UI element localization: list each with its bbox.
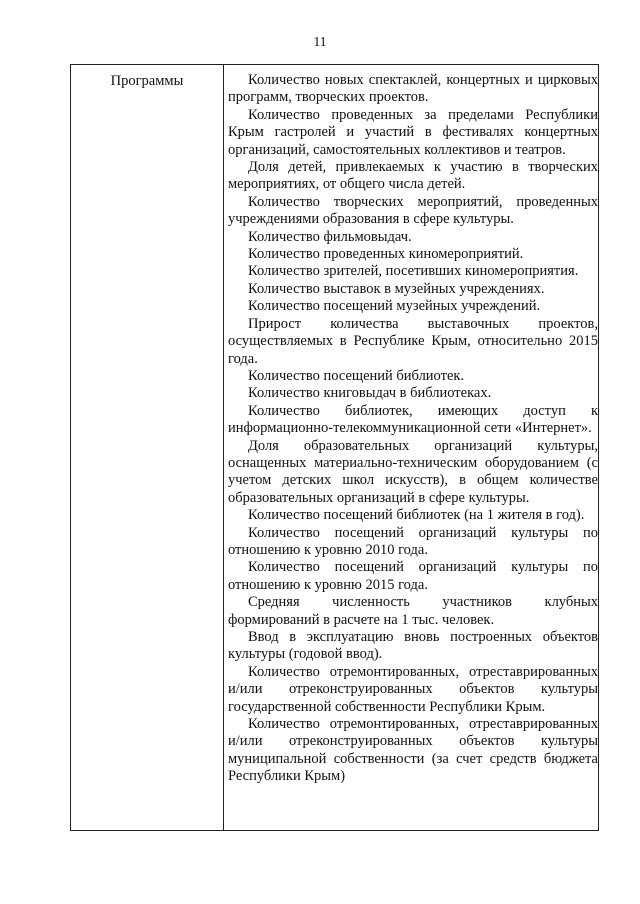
indicator-item: Количество творческих мероприятий, проведенных учреждениями образования в сфере культуры.	[228, 193, 598, 228]
indicator-item: Средняя численность участников клубных формирований в расчете на 1 тыс. человек.	[228, 594, 598, 628]
indicator-item: Количество посещений библиотек.	[248, 367, 465, 384]
indicator-item: Количество книговыдач в библиотеках.	[248, 385, 492, 402]
indicator-item: Количество посещений организаций культуры по отношению к уровню 2010 года.	[228, 524, 598, 558]
indicator-item: Количество отремонтированных, отреставрированных и/или отреконструированных объектов культуры государственной собственности Республики Крым.	[228, 663, 598, 715]
indicator-item: Количество выставок в музейных учреждениях.	[248, 280, 545, 297]
indicator-item: Количество зрителей, посетивших киномероприятия.	[248, 263, 579, 280]
page-number: 11	[313, 34, 327, 49]
indicators-list	[228, 72, 598, 786]
indicator-item: Доля образовательных организаций культуры, оснащенных материально-техническим оборудованием (с учетом детских школ искусств), в общем количестве образовательных организаций в сфере культуры.	[228, 437, 598, 506]
column-divider	[223, 65, 224, 830]
indicator-item: Количество проведенных за пределами Республики Крым гастролей и участий в фестивалях концертных организаций, самостоятельных коллективов и театров.	[228, 106, 598, 158]
indicator-item: Прирост количества выставочных проектов, осуществляемых в Республике Крым, относительно 2015 года.	[228, 315, 598, 367]
indicator-item: Количество библиотек, имеющих доступ к информационно-телекоммуникационной сети «Интернет».	[228, 402, 598, 437]
indicators-table	[70, 64, 599, 831]
indicator-item: Количество новых спектаклей, концертных и цирковых программ, творческих проектов.	[228, 72, 598, 106]
indicator-item: Количество посещений музейных учреждений.	[248, 298, 541, 315]
indicator-item: Количество посещений библиотек (на 1 жителя в год).	[248, 507, 585, 524]
row-label: Программы	[110, 73, 184, 89]
indicator-item: Ввод в эксплуатацию вновь построенных объектов культуры (годовой ввод).	[228, 629, 598, 663]
indicator-item: Количество проведенных киномероприятий.	[248, 246, 524, 263]
indicator-item: Доля детей, привлекаемых к участию в творческих мероприятиях, от общего числа детей.	[228, 159, 598, 193]
indicator-item: Количество фильмовыдач.	[248, 228, 412, 245]
indicator-item: Количество отремонтированных, отреставрированных и/или отреконструированных объектов культуры муниципальной собственности (за счет средств бюджета Республики Крым)	[228, 716, 598, 785]
indicator-item: Количество посещений организаций культуры по отношению к уровню 2015 года.	[228, 559, 598, 593]
